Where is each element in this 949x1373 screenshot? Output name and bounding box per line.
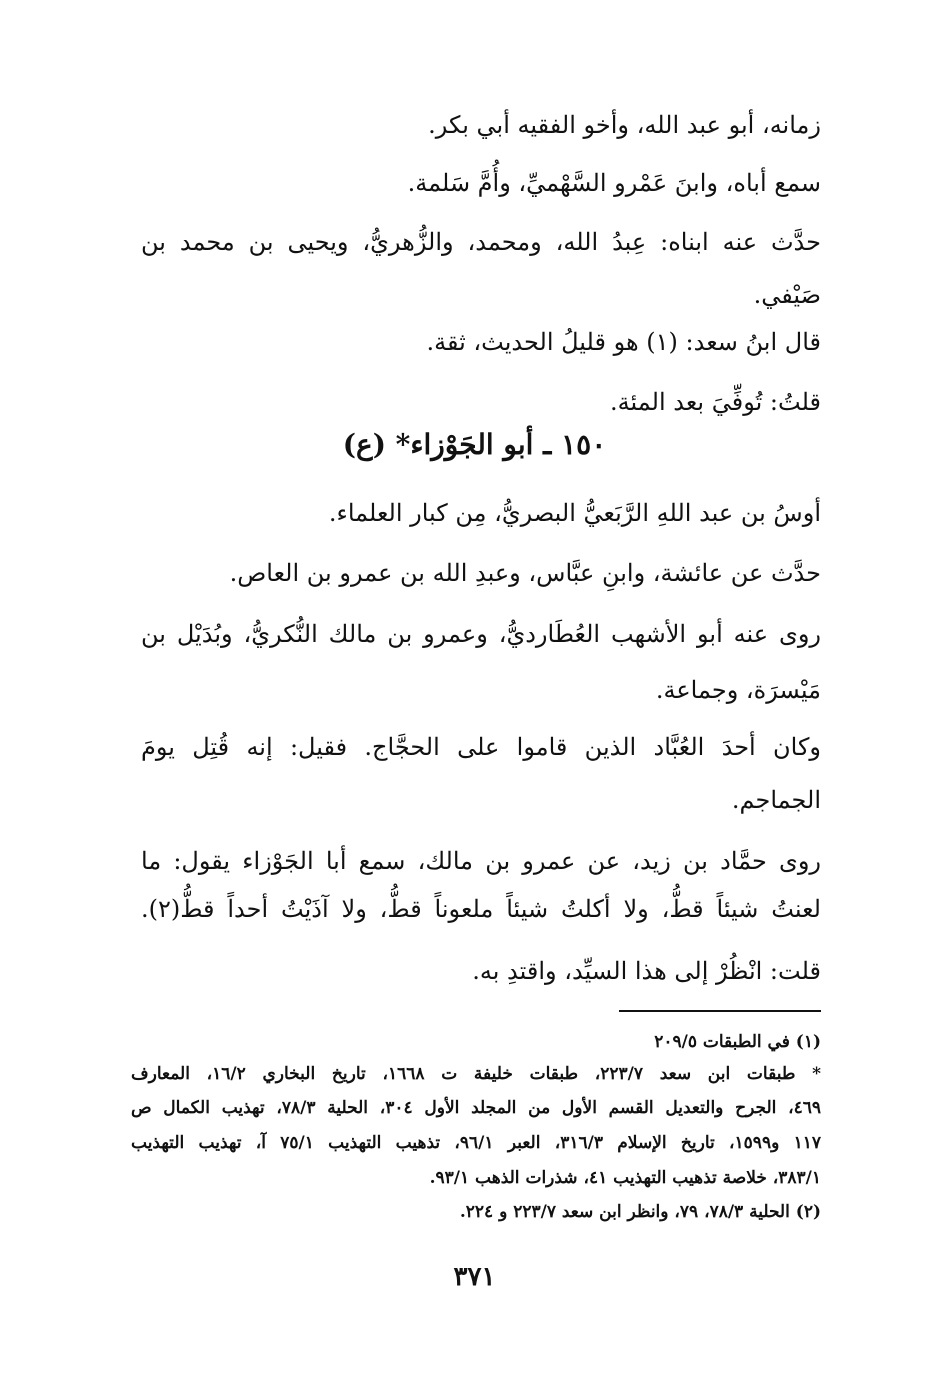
footnote-line: ٣٨٣/١، خلاصة تذهيب التهذيب ٤١، شذرات الذهب ٩٣/١. [429,1168,821,1188]
section-line: روى عنه أبو الأشهب العُطَارديُّ، وعمرو بن مالك النُّكريُّ، وبُدَيْل بن [141,620,821,648]
footnote-line: ١١٧ و١٥٩٩، تاريخ الإسلام ٣١٦/٣، العبر ٩٦/١، تذهيب التهذيب ٧٥/١ آ، تهذيب التهذيب [131,1133,821,1153]
section-line: قلت: انْظُرْ إلى هذا السيِّد، واقتدِ به. [472,957,821,985]
footnote-line: (٢) الحلية ٧٨/٣، ٧٩، وانظر ابن سعد ٢٢٣/٧ و ٢٢٤. [459,1202,821,1222]
body-line: سمع أباه، وابنَ عَمْرو السَّهْميِّ، وأُمَّ سَلمة. [407,169,821,197]
body-line: حدَّث عنه ابناه: عِبدُ الله، ومحمد، والزُّهريُّ، ويحيى بن محمد بن [141,228,821,256]
footnote-line: * طبقات ابن سعد ٢٢٣/٧، طبقات خليفة ت ١٦٦٨، تاريخ البخاري ١٦/٢، المعارف [131,1064,821,1084]
body-line: صَيْفي. [753,281,821,309]
section-line: أوسُ بن عبد اللهِ الرَّبَعيُّ البصريُّ، مِن كبار العلماء. [328,499,821,527]
page-number: ٣٧١ [453,1262,496,1292]
body-line: زمانه، أبو عبد الله، وأخو الفقيه أبي بكر. [428,111,821,139]
section-line: روى حمَّاد بن زيد، عن عمرو بن مالك، سمع أبا الجَوْزاء يقول: ما [141,847,821,875]
section-line: وكان أحدَ العُبَّاد الذين قاموا على الحجَّاج. فقيل: إنه قُتِل يومَ [141,733,821,761]
entry-heading: ١٥٠ ـ أبو الجَوْزاء* (ع) [342,428,607,461]
footnote-line: (١) في الطبقات ٢٠٩/٥ [654,1032,821,1052]
body-line: قال ابنُ سعد: (١) هو قليلُ الحديث، ثقة. [426,328,821,356]
section-line: مَيْسرَة، وجماعة. [655,676,821,704]
footnote-divider [619,1010,821,1012]
footnote-line: ٤٦٩، الجرح والتعديل القسم الأول من المجلد الأول ٣٠٤، الحلية ٧٨/٣، تهذيب الكمال ص [131,1098,822,1118]
section-line: لعنتُ شيئاً قطُّ، ولا أكلتُ شيئاً ملعوناً قطُّ، ولا آذَيْتُ أحداً قطُّ(٢). [141,895,821,923]
body-line: قلتُ: تُوفِّيَ بعد المئة. [610,388,821,416]
section-line: حدَّث عن عائشة، وابنِ عبَّاس، وعبدِ الله بن عمرو بن العاص. [229,559,821,587]
section-line: الجماجم. [731,786,821,814]
